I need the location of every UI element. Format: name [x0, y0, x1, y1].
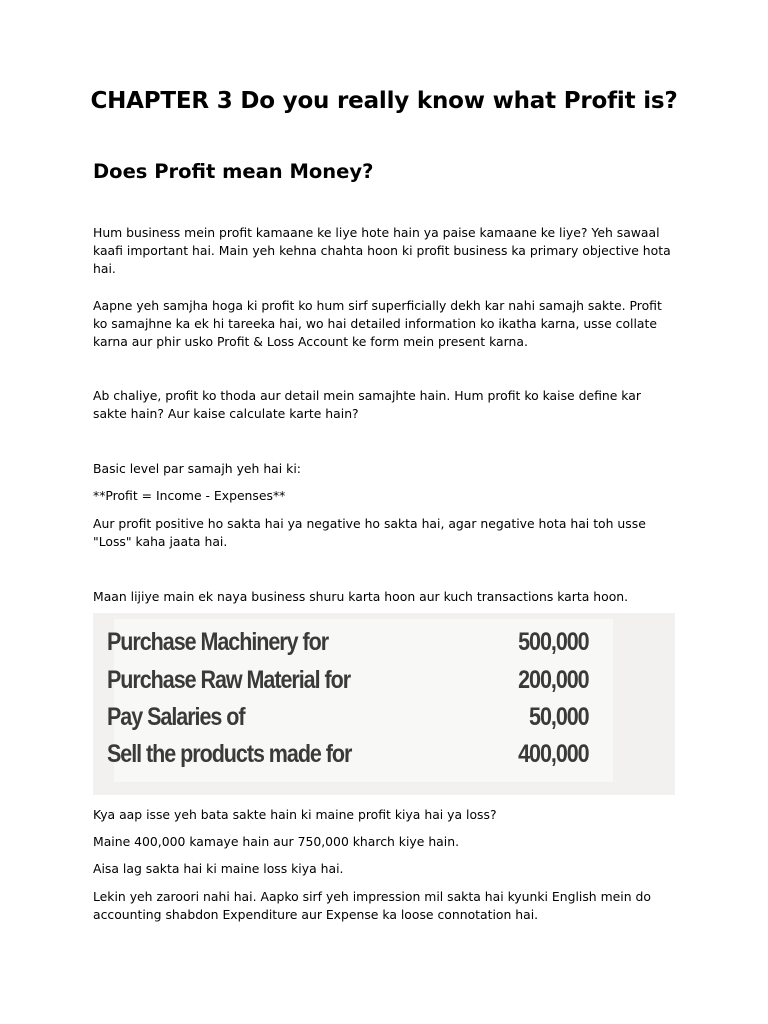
- paragraph: Basic level par samajh yeh hai ki:: [93, 461, 301, 476]
- transaction-row: [107, 699, 589, 735]
- transaction-amount: 500,000: [518, 627, 589, 656]
- section-heading: Does Profit mean Money?: [93, 160, 374, 183]
- transaction-row: [107, 624, 589, 660]
- chapter-title: CHAPTER 3 Do you really know what Profit is?: [90, 88, 678, 114]
- transaction-amount: 400,000: [518, 739, 589, 768]
- transaction-amount: 200,000: [518, 665, 589, 694]
- paragraph: Maan lijiye main ek naya business shuru karta hoon aur kuch transactions karta hoon.: [93, 589, 629, 604]
- paragraph: Aisa lag sakta hai ki maine loss kiya hai.: [93, 861, 344, 876]
- transactions-image: [93, 613, 675, 795]
- transaction-row: [107, 662, 589, 698]
- transaction-label: Purchase Raw Material for: [107, 665, 351, 694]
- formula-line: **Profit = Income - Expenses**: [93, 488, 286, 503]
- transaction-label: Pay Salaries of: [107, 702, 245, 731]
- transaction-label: Purchase Machinery for: [107, 627, 329, 656]
- paragraph: Aapne yeh samjha hoga ki profit ko hum sirf superficially dekh kar nahi samajh sakte. Profit ko samajhne ka ek hi tareeka hai, wo hai detailed information ko ikatha karna, usse collate karna aur phir usko Profit & Loss Account ke form mein present karna.: [93, 298, 662, 349]
- transaction-label: Sell the products made for: [107, 739, 352, 768]
- paragraph: Maine 400,000 kamaye hain aur 750,000 kharch kiye hain.: [93, 834, 460, 849]
- transaction-amount: 50,000: [529, 702, 589, 731]
- paragraph: Aur profit positive ho sakta hai ya negative ho sakta hai, agar negative hota hai toh usse "Loss" kaha jaata hai.: [93, 516, 646, 549]
- paragraph: Hum business mein profit kamaane ke liye hote hain ya paise kamaane ke liye? Yeh sawaal kaafi important hai. Main yeh kehna chahta hoon ki profit business ka primary objective hota hai.: [93, 225, 671, 276]
- paragraph: Kya aap isse yeh bata sakte hain ki maine profit kiya hai ya loss?: [93, 807, 497, 822]
- paragraph: Ab chaliye, profit ko thoda aur detail mein samajhte hain. Hum profit ko kaise define kar sakte hain? Aur kaise calculate karte hain?: [93, 388, 641, 421]
- paragraph: Lekin yeh zaroori nahi hai. Aapko sirf yeh impression mil sakta hai kyunki English mein do accounting shabdon Expenditure aur Expense ka loose connotation hai.: [93, 889, 651, 922]
- transaction-row: [107, 736, 589, 772]
